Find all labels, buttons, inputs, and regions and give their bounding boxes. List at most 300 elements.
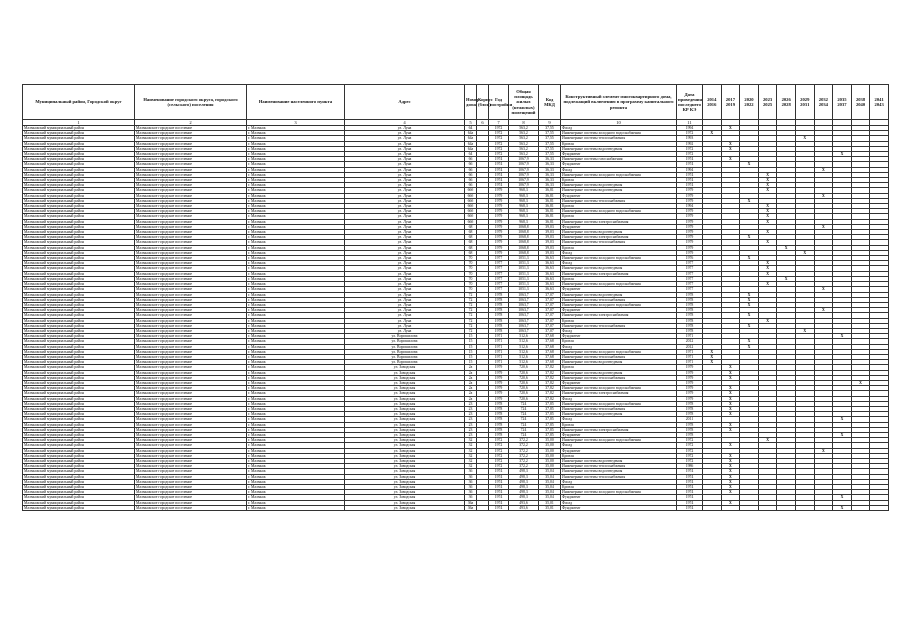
cell-locality: г. Малмыж xyxy=(247,183,345,188)
cell-period-mark: X xyxy=(758,230,777,235)
cell-period-mark: X xyxy=(740,297,759,302)
cell-mkd-code: 37,82 xyxy=(539,375,561,380)
cell-house-number: 36а xyxy=(465,505,477,510)
cell-locality: г. Малмыж xyxy=(247,505,345,510)
cell-period-mark: X xyxy=(703,354,722,359)
cell-municipal-district: Малмыжский муниципальный район xyxy=(23,500,135,505)
cell-last-repair-date: 1979 xyxy=(677,380,703,385)
cell-last-repair-date: 1974 xyxy=(677,495,703,500)
cell-settlement: Малмыжское городское поселение xyxy=(135,219,247,224)
cell-house-number: 32 xyxy=(465,464,477,469)
cell-period-mark: X xyxy=(814,224,833,229)
cell-house-number: 2а xyxy=(465,365,477,370)
cell-build-year: 1974 xyxy=(489,183,509,188)
cell-house-number: 32 xyxy=(465,443,477,448)
cell-address: ул. Луна xyxy=(345,266,465,271)
cell-settlement: Малмыжское городское поселение xyxy=(135,396,247,401)
cell-settlement: Малмыжское городское поселение xyxy=(135,401,247,406)
cell-period-mark: X xyxy=(721,370,740,375)
cell-mkd-code: 37,07 xyxy=(539,318,561,323)
cell-locality: г. Малмыж xyxy=(247,157,345,162)
cell-last-repair-date: 1974 xyxy=(677,183,703,188)
cell-build-year: 1978 xyxy=(489,292,509,297)
cell-house-number: 15 xyxy=(465,349,477,354)
cell-period-mark: X xyxy=(740,313,759,318)
cell-mkd-code: 37,55 xyxy=(539,146,561,151)
cell-structural-element: Фундамент xyxy=(561,505,677,510)
cell-structural-element: Кровля xyxy=(561,245,677,250)
cell-mkd-code: 37,85 xyxy=(539,401,561,406)
cell-locality: г. Малмыж xyxy=(247,214,345,219)
cell-address: ул. Ворошилова xyxy=(345,354,465,359)
cell-settlement: Малмыжское городское поселение xyxy=(135,126,247,131)
cell-structural-element: Инженерные системы холодного водоснабжения xyxy=(561,386,677,391)
cell-municipal-district: Малмыжский муниципальный район xyxy=(23,448,135,453)
cell-build-year: 1977 xyxy=(489,276,509,281)
cell-settlement: Малмыжское городское поселение xyxy=(135,282,247,287)
column-header: Код МКД xyxy=(539,85,561,120)
cell-build-year: 1977 xyxy=(489,261,509,266)
cell-last-repair-date: 1978 xyxy=(677,308,703,313)
cell-last-repair-date: 1977 xyxy=(677,266,703,271)
cell-last-repair-date: 1974 xyxy=(677,157,703,162)
cell-last-repair-date: 1978 xyxy=(677,422,703,427)
cell-settlement: Малмыжское городское поселение xyxy=(135,344,247,349)
cell-build-year: 1978 xyxy=(489,318,509,323)
cell-house-number: 36 xyxy=(465,495,477,500)
cell-settlement: Малмыжское городское поселение xyxy=(135,459,247,464)
cell-area: 498,3 xyxy=(509,485,539,490)
cell-address: ул. Луна xyxy=(345,219,465,224)
cell-period-mark: X xyxy=(721,401,740,406)
cell-last-repair-date: 1979 xyxy=(677,250,703,255)
cell-mkd-code: 37,85 xyxy=(539,412,561,417)
cell-period-mark: X xyxy=(777,245,796,250)
cell-house-number: 66б xyxy=(465,188,477,193)
cell-municipal-district: Малмыжский муниципальный район xyxy=(23,292,135,297)
cell-address: ул. Луна xyxy=(345,167,465,172)
cell-settlement: Малмыжское городское поселение xyxy=(135,370,247,375)
cell-settlement: Малмыжское городское поселение xyxy=(135,354,247,359)
cell-period-mark: X xyxy=(758,318,777,323)
column-number: 6 xyxy=(477,120,489,126)
cell-address: ул. Луна xyxy=(345,157,465,162)
cell-period-mark: X xyxy=(721,469,740,474)
cell-address: ул. Луна xyxy=(345,230,465,235)
cell-structural-element: Инженерные системы теплоснабжения xyxy=(561,464,677,469)
cell-period-mark: X xyxy=(721,141,740,146)
cell-structural-element: Кровля xyxy=(561,141,677,146)
column-header: 2026 2028 xyxy=(777,85,796,120)
cell-address: ул. Заводская xyxy=(345,459,465,464)
cell-municipal-district: Малмыжский муниципальный район xyxy=(23,474,135,479)
cell-locality: г. Малмыж xyxy=(247,380,345,385)
cell-period-mark: X xyxy=(758,183,777,188)
cell-municipal-district: Малмыжский муниципальный район xyxy=(23,417,135,422)
cell-locality: г. Малмыж xyxy=(247,417,345,422)
cell-address: ул. Заводская xyxy=(345,406,465,411)
cell-mkd-code: 35,01 xyxy=(539,505,561,510)
cell-locality: г. Малмыж xyxy=(247,313,345,318)
cell-area: 724 xyxy=(509,406,539,411)
cell-structural-element: Инженерные системы водоотведения xyxy=(561,183,677,188)
cell-period-mark: X xyxy=(758,172,777,177)
cell-municipal-district: Малмыжский муниципальный район xyxy=(23,401,135,406)
cell-municipal-district: Малмыжский муниципальный район xyxy=(23,250,135,255)
cell-address: ул. Заводская xyxy=(345,417,465,422)
cell-mkd-code: 35,00 xyxy=(539,438,561,443)
column-header: 2014 2016 xyxy=(703,85,722,120)
cell-last-repair-date: 1971 xyxy=(677,334,703,339)
cell-area: 1051,3 xyxy=(509,271,539,276)
cell-structural-element: Фасад xyxy=(561,126,677,131)
cell-municipal-district: Малмыжский муниципальный район xyxy=(23,334,135,339)
cell-settlement: Малмыжское городское поселение xyxy=(135,152,247,157)
cell-settlement: Малмыжское городское поселение xyxy=(135,474,247,479)
cell-settlement: Малмыжское городское поселение xyxy=(135,214,247,219)
cell-mkd-code: 37,85 xyxy=(539,422,561,427)
cell-mkd-code: 37,85 xyxy=(539,427,561,432)
cell-structural-element: Инженерные системы водоотведения xyxy=(561,360,677,365)
cell-locality: г. Малмыж xyxy=(247,245,345,250)
cell-settlement: Малмыжское городское поселение xyxy=(135,157,247,162)
cell-build-year: 1979 xyxy=(489,375,509,380)
cell-structural-element: Инженерные системы газоснабжения xyxy=(561,157,677,162)
column-header: 2038 2040 xyxy=(851,85,870,120)
cell-area: 1067,9 xyxy=(509,183,539,188)
cell-mkd-code: 37,68 xyxy=(539,354,561,359)
cell-last-repair-date: 1979 xyxy=(677,391,703,396)
cell-period-mark: X xyxy=(795,250,814,255)
cell-address: ул. Заводская xyxy=(345,479,465,484)
cell-address: ул. Заводская xyxy=(345,485,465,490)
cell-municipal-district: Малмыжский муниципальный район xyxy=(23,224,135,229)
cell-mkd-code: 35,00 xyxy=(539,443,561,448)
cell-area: 1063,7 xyxy=(509,328,539,333)
cell-address: ул. Заводская xyxy=(345,375,465,380)
cell-municipal-district: Малмыжский муниципальный район xyxy=(23,469,135,474)
cell-structural-element: Инженерные системы электроснабжения xyxy=(561,313,677,318)
cell-house-number: 23 xyxy=(465,427,477,432)
cell-last-repair-date: 1977 xyxy=(677,282,703,287)
cell-build-year: 1978 xyxy=(489,313,509,318)
cell-address: ул. Луна xyxy=(345,250,465,255)
cell-structural-element: Фундамент xyxy=(561,308,677,313)
cell-mkd-code: 36,63 xyxy=(539,266,561,271)
table-body xyxy=(23,126,889,511)
cell-municipal-district: Малмыжский муниципальный район xyxy=(23,339,135,344)
cell-address: ул. Луна xyxy=(345,235,465,240)
cell-settlement: Малмыжское городское поселение xyxy=(135,302,247,307)
cell-settlement: Малмыжское городское поселение xyxy=(135,183,247,188)
cell-municipal-district: Малмыжский муниципальный район xyxy=(23,240,135,245)
cell-last-repair-date: 1978 xyxy=(677,323,703,328)
cell-structural-element: Инженерные системы теплоснабжения xyxy=(561,354,677,359)
cell-municipal-district: Малмыжский муниципальный район xyxy=(23,505,135,510)
cell-settlement: Малмыжское городское поселение xyxy=(135,141,247,146)
cell-structural-element: Инженерные системы теплоснабжения xyxy=(561,240,677,245)
cell-house-number: 66б xyxy=(465,204,477,209)
cell-house-number: 23 xyxy=(465,432,477,437)
cell-house-number: 23 xyxy=(465,412,477,417)
cell-last-repair-date: 1974 xyxy=(677,479,703,484)
column-header: Корпус (блок) xyxy=(477,85,489,120)
cell-locality: г. Малмыж xyxy=(247,188,345,193)
cell-period-mark: X xyxy=(740,302,759,307)
cell-period-mark: X xyxy=(758,219,777,224)
cell-last-repair-date: 1974 xyxy=(677,485,703,490)
cell-locality: г. Малмыж xyxy=(247,256,345,261)
cell-area: 1067,9 xyxy=(509,167,539,172)
cell-municipal-district: Малмыжский муниципальный район xyxy=(23,235,135,240)
cell-structural-element: Кровля xyxy=(561,178,677,183)
cell-mkd-code: 35,04 xyxy=(539,495,561,500)
cell-settlement: Малмыжское городское поселение xyxy=(135,167,247,172)
cell-municipal-district: Малмыжский муниципальный район xyxy=(23,354,135,359)
cell-house-number: 72 xyxy=(465,323,477,328)
cell-municipal-district: Малмыжский муниципальный район xyxy=(23,271,135,276)
cell-structural-element: Инженерные системы водоотведения xyxy=(561,469,677,474)
cell-municipal-district: Малмыжский муниципальный район xyxy=(23,422,135,427)
cell-house-number: 36 xyxy=(465,485,477,490)
cell-address: ул. Ворошилова xyxy=(345,349,465,354)
cell-locality: г. Малмыж xyxy=(247,141,345,146)
cell-locality: г. Малмыж xyxy=(247,172,345,177)
cell-address: ул. Заводская xyxy=(345,422,465,427)
cell-structural-element: Фундамент xyxy=(561,334,677,339)
cell-house-number: 70 xyxy=(465,282,477,287)
cell-structural-element: Инженерные системы электроснабжения xyxy=(561,219,677,224)
cell-structural-element: Инженерные системы водоотведения xyxy=(561,292,677,297)
cell-address: ул. Луна xyxy=(345,297,465,302)
cell-mkd-code: 35,00 xyxy=(539,459,561,464)
cell-area: 1051,3 xyxy=(509,266,539,271)
cell-settlement: Малмыжское городское поселение xyxy=(135,313,247,318)
cell-area: 512,6 xyxy=(509,354,539,359)
cell-house-number: 72 xyxy=(465,308,477,313)
cell-structural-element: Кровля xyxy=(561,204,677,209)
cell-locality: г. Малмыж xyxy=(247,318,345,323)
cell-build-year: 1971 xyxy=(489,360,509,365)
cell-period-mark xyxy=(703,505,722,510)
cell-settlement: Малмыжское городское поселение xyxy=(135,328,247,333)
cell-mkd-code: 36,63 xyxy=(539,261,561,266)
cell-municipal-district: Малмыжский муниципальный район xyxy=(23,443,135,448)
cell-house-number: 15 xyxy=(465,360,477,365)
cell-period-mark: X xyxy=(721,391,740,396)
cell-last-repair-date: 2011 xyxy=(677,417,703,422)
cell-settlement: Малмыжское городское поселение xyxy=(135,448,247,453)
cell-address: ул. Луна xyxy=(345,240,465,245)
cell-area: 372,2 xyxy=(509,438,539,443)
cell-build-year: 1979 xyxy=(489,380,509,385)
cell-last-repair-date: 1994 xyxy=(677,204,703,209)
cell-mkd-code: 37,07 xyxy=(539,292,561,297)
cell-house-number: 72 xyxy=(465,297,477,302)
cell-area: 724 xyxy=(509,427,539,432)
cell-locality: г. Малмыж xyxy=(247,500,345,505)
cell-last-repair-date: 1974 xyxy=(677,469,703,474)
cell-municipal-district: Малмыжский муниципальный район xyxy=(23,162,135,167)
cell-last-repair-date: 1978 xyxy=(677,313,703,318)
cell-municipal-district: Малмыжский муниципальный район xyxy=(23,323,135,328)
cell-settlement: Малмыжское городское поселение xyxy=(135,261,247,266)
cell-settlement: Малмыжское городское поселение xyxy=(135,276,247,281)
cell-mkd-code: 35,04 xyxy=(539,474,561,479)
cell-last-repair-date: 1974 xyxy=(677,474,703,479)
cell-build-year: 1974 xyxy=(489,469,509,474)
cell-build-year: 1977 xyxy=(489,256,509,261)
cell-locality: г. Малмыж xyxy=(247,375,345,380)
cell-house-number: 68 xyxy=(465,250,477,255)
cell-period-mark: X xyxy=(721,443,740,448)
cell-last-repair-date: 1978 xyxy=(677,328,703,333)
cell-structural-element: Инженерные системы водоотведения xyxy=(561,412,677,417)
cell-last-repair-date: 1972 xyxy=(677,438,703,443)
cell-period-mark: X xyxy=(758,178,777,183)
cell-house-number: 72 xyxy=(465,328,477,333)
cell-settlement: Малмыжское городское поселение xyxy=(135,386,247,391)
cell-build-year: 1972 xyxy=(489,453,509,458)
cell-build-year: 1979 xyxy=(489,391,509,396)
cell-settlement: Малмыжское городское поселение xyxy=(135,308,247,313)
cell-house-number: 68 xyxy=(465,245,477,250)
cell-structural-element: Фасад xyxy=(561,500,677,505)
cell-settlement: Малмыжское городское поселение xyxy=(135,256,247,261)
cell-period-mark: X xyxy=(851,380,870,385)
cell-settlement: Малмыжское городское поселение xyxy=(135,193,247,198)
cell-mkd-code: 37,82 xyxy=(539,386,561,391)
cell-build-year: 1974 xyxy=(489,495,509,500)
cell-settlement: Малмыжское городское поселение xyxy=(135,453,247,458)
cell-last-repair-date: 1978 xyxy=(677,318,703,323)
cell-locality: г. Малмыж xyxy=(247,167,345,172)
cell-build-year: 1978 xyxy=(489,297,509,302)
cell-period-mark: X xyxy=(721,479,740,484)
cell-settlement: Малмыжское городское поселение xyxy=(135,500,247,505)
cell-municipal-district: Малмыжский муниципальный район xyxy=(23,344,135,349)
cell-build-year: 1974 xyxy=(489,162,509,167)
cell-last-repair-date: 1974 xyxy=(677,500,703,505)
column-number: 10 xyxy=(561,120,677,126)
cell-build-year: 1979 xyxy=(489,214,509,219)
cell-house-number: 70 xyxy=(465,276,477,281)
cell-build-year: 1979 xyxy=(489,370,509,375)
cell-address: ул. Луна xyxy=(345,292,465,297)
cell-settlement: Малмыжское городское поселение xyxy=(135,438,247,443)
cell-area: 968,3 xyxy=(509,214,539,219)
column-number: 11 xyxy=(677,120,703,126)
cell-address: ул. Луна xyxy=(345,323,465,328)
cell-structural-element: Фундамент xyxy=(561,287,677,292)
cell-settlement: Малмыжское городское поселение xyxy=(135,391,247,396)
cell-mkd-code: 39,03 xyxy=(539,250,561,255)
cell-address: ул. Луна xyxy=(345,214,465,219)
cell-structural-element: Фасад xyxy=(561,167,677,172)
cell-address: ул. Луна xyxy=(345,162,465,167)
cell-period-mark: X xyxy=(833,495,852,500)
cell-build-year: 1977 xyxy=(489,271,509,276)
cell-area: 968,3 xyxy=(509,204,539,209)
cell-last-repair-date: 1978 xyxy=(677,302,703,307)
cell-municipal-district: Малмыжский муниципальный район xyxy=(23,198,135,203)
cell-structural-element: Фундамент xyxy=(561,495,677,500)
cell-settlement: Малмыжское городское поселение xyxy=(135,485,247,490)
cell-last-repair-date: 1972 xyxy=(677,448,703,453)
cell-address: ул. Луна xyxy=(345,136,465,141)
cell-build-year: 1979 xyxy=(489,219,509,224)
cell-area: 724 xyxy=(509,432,539,437)
cell-area: 563,2 xyxy=(509,146,539,151)
cell-mkd-code: 37,85 xyxy=(539,417,561,422)
cell-build-year: 1979 xyxy=(489,193,509,198)
cell-locality: г. Малмыж xyxy=(247,432,345,437)
cell-locality: г. Малмыж xyxy=(247,459,345,464)
column-header: Наименование городского округа, городского (сельского) поселения xyxy=(135,85,247,120)
cell-last-repair-date: 1978 xyxy=(677,401,703,406)
cell-municipal-district: Малмыжский муниципальный район xyxy=(23,302,135,307)
cell-municipal-district: Малмыжский муниципальный район xyxy=(23,172,135,177)
cell-settlement: Малмыжское городское поселение xyxy=(135,334,247,339)
cell-period-mark: X xyxy=(721,146,740,151)
cell-area: 372,2 xyxy=(509,453,539,458)
cell-mkd-code: 39,03 xyxy=(539,230,561,235)
cell-address: ул. Заводская xyxy=(345,464,465,469)
cell-structural-element: Инженерные системы холодного водоснабжения xyxy=(561,490,677,495)
cell-area: 720,6 xyxy=(509,391,539,396)
cell-period-mark xyxy=(721,505,740,510)
cell-municipal-district: Малмыжский муниципальный район xyxy=(23,313,135,318)
cell-municipal-district: Малмыжский муниципальный район xyxy=(23,360,135,365)
cell-house-number: 2а xyxy=(465,396,477,401)
cell-locality: г. Малмыж xyxy=(247,360,345,365)
cell-locality: г. Малмыж xyxy=(247,422,345,427)
cell-build-year: 1978 xyxy=(489,406,509,411)
cell-municipal-district: Малмыжский муниципальный район xyxy=(23,214,135,219)
cell-build-year: 1974 xyxy=(489,500,509,505)
cell-build-year: 1971 xyxy=(489,349,509,354)
cell-mkd-code: 39,03 xyxy=(539,224,561,229)
cell-locality: г. Малмыж xyxy=(247,386,345,391)
cell-period-mark: X xyxy=(758,261,777,266)
cell-settlement: Малмыжское городское поселение xyxy=(135,250,247,255)
column-number: 4 xyxy=(345,120,465,126)
cell-last-repair-date: 1971 xyxy=(677,349,703,354)
cell-address: ул. Заводская xyxy=(345,490,465,495)
cell-mkd-code: 35,04 xyxy=(539,490,561,495)
cell-locality: г. Малмыж xyxy=(247,178,345,183)
cell-last-repair-date: 1974 xyxy=(677,505,703,510)
cell-settlement: Малмыжское городское поселение xyxy=(135,349,247,354)
cell-period-mark: X xyxy=(833,505,852,510)
cell-build-year: 1974 xyxy=(489,485,509,490)
cell-locality: г. Малмыж xyxy=(247,354,345,359)
cell-structural-element: Инженерные системы водоотведения xyxy=(561,459,677,464)
cell-address: ул. Луна xyxy=(345,141,465,146)
cell-locality: г. Малмыж xyxy=(247,443,345,448)
cell-structural-element: Инженерные системы холодного водоснабжения xyxy=(561,256,677,261)
cell-mkd-code: 39,03 xyxy=(539,245,561,250)
cell-area: 512,6 xyxy=(509,334,539,339)
cell-build-year: 1972 xyxy=(489,448,509,453)
cell-house-number: 64 xyxy=(465,152,477,157)
cell-locality: г. Малмыж xyxy=(247,250,345,255)
cell-area: 1063,7 xyxy=(509,313,539,318)
cell-build-year: 1972 xyxy=(489,443,509,448)
cell-mkd-code: 36,81 xyxy=(539,188,561,193)
cell-address: ул. Луна xyxy=(345,131,465,136)
cell-house-number: 66 xyxy=(465,167,477,172)
